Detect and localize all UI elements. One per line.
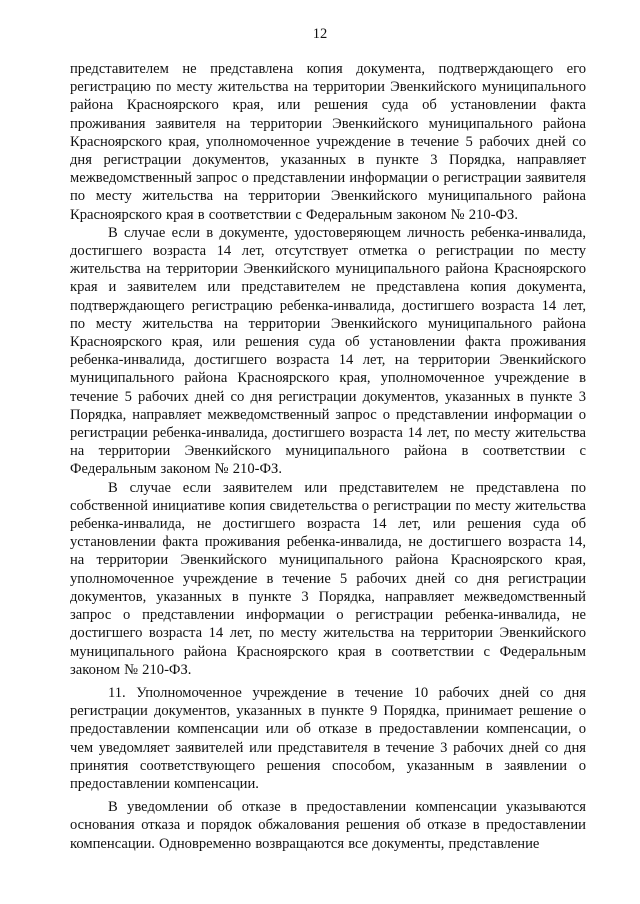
paragraph-child-over-14: В случае если в документе, удостоверяющем личность ребенка-инвалида, достигшего возраста 14 лет, отсутствует отметка о регистрации по месту жительства на территории Эвенкийского муниципального района Красноярского края и заявителем или представителем не представлена копия документа, подтверждающего регистрацию ребенка-инвалида, достигшего возраста 14 лет, по месту жительства на территории Эвенкийского муниципального района Красноярского края, или решения суда об установлении факта проживания ребенка-инвалида, достигшего возраста 14 лет, на территории Эвенкийского муниципального района Красноярского края, уполномоченное учреждение в течение 5 рабочих дней со дня регистрации документов, указанных в пункте 3 Порядка, направляет межведомственный запрос о представлении информации о регистрации ребенка-инвалида, достигшего возраста 14 лет, по месту жительства на территории Эвенкийского муниципального района в соответствии с Федеральным законом № 210-ФЗ. [70, 224, 586, 478]
paragraph-clause-11: 11. Уполномоченное учреждение в течение 10 рабочих дней со дня регистрации документов, указанных в пункте 9 Порядка, принимает решение о предоставлении компенсации или об отказе в предоставлении компенсации, о чем уведомляет заявителей или представителя в течение 3 рабочих дней со дня принятия соответствующего решения способом, указанным в заявлении о предоставлении компенсации. [70, 684, 586, 792]
document-body [70, 60, 586, 853]
paragraph-continuation: представителем не представлена копия документа, подтверждающего его регистрацию по месту жительства на территории Эвенкийского муниципального района Красноярского края, или решения суда об установлении факта проживания заявителя на территории Эвенкийского муниципального района Красноярского края, уполномоченное учреждение в течение 5 рабочих дней со дня регистрации документов, указанных в пункте 3 Порядка, направляет межведомственный запрос о представлении информации о регистрации заявителя по месту жительства на территории Эвенкийского муниципального района Красноярского края в соответствии с Федеральным законом № 210-ФЗ. [70, 61, 586, 223]
page-number: 12 [312, 26, 328, 42]
paragraph-refusal-notice: В уведомлении об отказе в предоставлении компенсации указываются основания отказа и порядок обжалования решения об отказе в предоставлении компенсации. Одновременно возвращаются все документы, представление [70, 799, 586, 852]
paragraph-child-under-14: В случае если заявителем или представителем не представлена по собственной инициативе копия свидетельства о регистрации по месту жительства ребенка-инвалида, не достигшего возраста 14 лет, или решения суда об установлении факта проживания ребенка-инвалида, не достигшего возраста 14, на территории Эвенкийского муниципального района Красноярского края, уполномоченное учреждение в течение 5 рабочих дней со дня регистрации документов, указанных в пункте 3 Порядка, направляет межведомственный запрос о представлении информации о регистрации ребенка-инвалида, не достигшего возраста 14 лет, по месту жительства на территории Эвенкийского муниципального района Красноярского края в соответствии с Федеральным законом № 210-ФЗ. [70, 479, 586, 678]
